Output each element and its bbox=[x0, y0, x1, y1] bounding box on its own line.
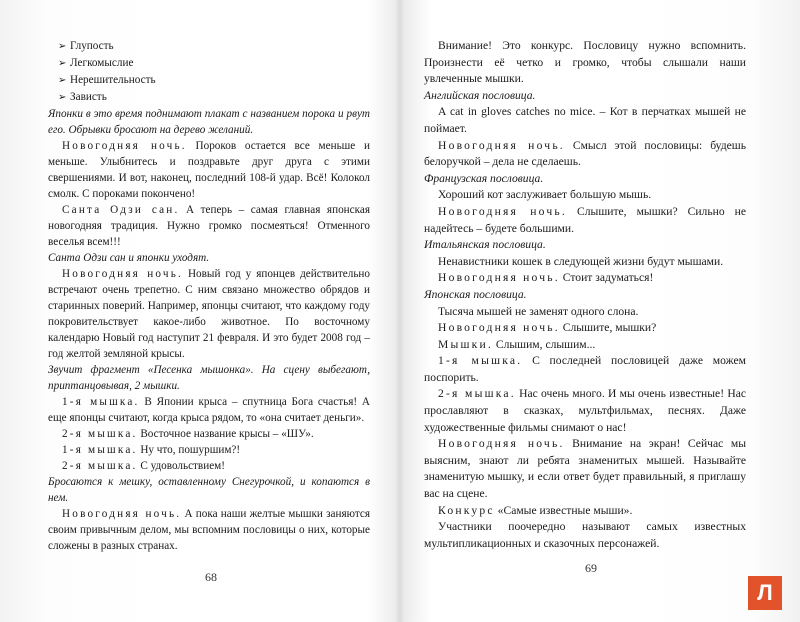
speaker-name: Конкурс bbox=[438, 503, 495, 517]
paragraph bbox=[424, 270, 746, 287]
stage-direction bbox=[424, 171, 746, 188]
speaker-name: Мышки. bbox=[438, 337, 493, 351]
paragraph bbox=[424, 104, 746, 137]
page-number-right: 69 bbox=[585, 561, 597, 575]
paragraph bbox=[424, 353, 746, 386]
paragraph-text: Хороший кот заслуживает большую мышь. bbox=[438, 188, 652, 202]
speaker-name: Новогодняя ночь. bbox=[438, 271, 560, 285]
publisher-logo-letter: Л bbox=[757, 580, 773, 605]
speaker-name: 2-я мышка. bbox=[438, 387, 516, 401]
vice-bullet-item: ➢ Нерешительность bbox=[48, 72, 370, 89]
paragraph-text: «Самые известные мыши». bbox=[494, 503, 633, 517]
paragraph-text: Новый год у японцев действительно встречают очень трепетно. С ним связано множество обрядов и старинных поверий. Например, японцы считают, что каждому году покровительствует какое-либо животное. По восточному календарю Новый год наступит 21 февраля. И это будет 2008 год – год желтой земляной крысы. bbox=[48, 268, 370, 360]
paragraph bbox=[48, 442, 370, 458]
paragraph-text: Пороков остается все меньше и меньше. Улыбнитесь и поздравьте друг друга с этими свершениями. И вот, наконец, последний 108-й удар. Всё! Колокол смолк. С пороками покончено! bbox=[48, 140, 370, 200]
paragraph-text: Слышите, мышки? Сильно не надейтесь – будете большими. bbox=[424, 204, 746, 235]
paragraph-text: Внимание на экран! Сейчас мы выясним, знают ли ребята знаменитых мышей. Называйте знаменитую мышку, и если ответ будет правильный, я приглашу вас на сцене. bbox=[424, 437, 746, 501]
paragraph bbox=[424, 337, 746, 354]
stage-direction bbox=[48, 250, 370, 266]
paragraph bbox=[424, 304, 746, 321]
speaker-name: Новогодняя ночь. bbox=[438, 437, 565, 451]
right-page bbox=[424, 38, 746, 552]
paragraph-text: A cat in gloves catches no mice. – Кот в перчатках мышей не поймает. bbox=[424, 105, 746, 135]
book-gutter bbox=[395, 0, 405, 622]
paragraph-text: С удовольствием! bbox=[137, 460, 225, 472]
paragraph bbox=[48, 426, 370, 442]
paragraph bbox=[424, 38, 746, 88]
paragraph-text: Слышите, мышки? bbox=[559, 321, 657, 335]
paragraph bbox=[424, 503, 746, 520]
speaker-name: 2-я мышка. bbox=[62, 460, 138, 472]
left-page bbox=[48, 38, 370, 554]
speaker-name: 1-я мышка. bbox=[62, 444, 138, 456]
publisher-logo bbox=[748, 576, 782, 610]
paragraph bbox=[48, 138, 370, 202]
vice-bullet-item: ➢ Глупость bbox=[48, 38, 370, 55]
paragraph-text: Участники поочередно называют самых известных мультипликационных и сказочных персонажей. bbox=[424, 520, 746, 550]
paragraph-text: Ну что, пошуршим?! bbox=[137, 444, 241, 456]
paragraph bbox=[424, 386, 746, 436]
paragraph bbox=[424, 519, 746, 552]
vice-bullet-item: ➢ Легкомыслие bbox=[48, 55, 370, 72]
paragraph-text: Японская пословица. bbox=[424, 287, 527, 301]
paragraph bbox=[424, 436, 746, 502]
paragraph-text: Нас очень много. И мы очень известные! Нас прославляют в сказках, мультфильмах, песнях. Даже художественные фильмы снимают о нас! bbox=[424, 387, 746, 434]
vice-bullet-item: ➢ Зависть bbox=[48, 89, 370, 106]
stage-direction bbox=[424, 237, 746, 254]
speaker-name: 1-я мышка. bbox=[438, 354, 523, 368]
paragraph-text: А теперь – самая главная японская новогодняя традиция. Нужно громко посмеяться! Отменного веселья всем!!! bbox=[48, 204, 370, 248]
stage-direction bbox=[48, 474, 370, 506]
paragraph-text: Звучит фрагмент «Песенка мышонка». На сцену выбегают, приптанцовывая, 2 мышки. bbox=[48, 364, 370, 392]
paragraph bbox=[48, 506, 370, 554]
stage-direction bbox=[424, 287, 746, 304]
paragraph-text: Французская пословица. bbox=[424, 171, 544, 185]
paragraph-text: Смысл этой пословицы: будешь белоручкой – дела не сделаешь. bbox=[424, 138, 746, 169]
paragraph bbox=[424, 320, 746, 337]
speaker-name: Новогодняя ночь. bbox=[438, 321, 560, 335]
vices-list bbox=[48, 38, 370, 106]
paragraph bbox=[48, 394, 370, 426]
paragraph bbox=[48, 458, 370, 474]
paragraph-text: А пока наши желтые мышки заняются своим привычным делом, мы вспомним пословицы о них, которые сложены в разных странах. bbox=[48, 508, 370, 552]
right-page-text bbox=[424, 38, 746, 552]
stage-direction bbox=[424, 88, 746, 105]
paragraph-text: С последней пословицей даже можем поспорить. bbox=[424, 354, 746, 384]
paragraph-text: Бросаются к мешку, оставленному Снегурочкой, и копаются в нем. bbox=[48, 476, 370, 504]
paragraph-text: Слышим, слышим... bbox=[492, 337, 596, 351]
paragraph-text: Санта Одзи сан и японки уходят. bbox=[48, 252, 210, 264]
paragraph-text: Стоит задуматься! bbox=[559, 271, 654, 285]
speaker-name: Новогодняя ночь. bbox=[62, 508, 182, 520]
paragraph bbox=[424, 204, 746, 237]
speaker-name: 1-я мышка. bbox=[62, 396, 140, 408]
page-number-left: 68 bbox=[205, 570, 217, 584]
paragraph bbox=[424, 187, 746, 204]
paragraph-text: Японки в это время поднимают плакат с названием порока и рвут его. Обрывки бросают на дерево желаний. bbox=[48, 108, 370, 136]
speaker-name: Новогодняя ночь. bbox=[62, 268, 184, 280]
speaker-name: 2-я мышка. bbox=[62, 428, 138, 440]
paragraph-text: Тысяча мышей не заменят одного слона. bbox=[438, 304, 639, 318]
paragraph-text: Итальянская пословица. bbox=[424, 238, 546, 252]
paragraph-text: Внимание! Это конкурс. Пословицу нужно вспомнить. Произнести её четко и громко, чтобы слышали наши увлеченные мышки. bbox=[424, 39, 746, 86]
paragraph-text: Ненавистники кошек в следующей жизни будут мышами. bbox=[438, 254, 724, 268]
stage-direction bbox=[48, 362, 370, 394]
left-page-text bbox=[48, 106, 370, 554]
paragraph bbox=[48, 266, 370, 362]
paragraph-text: Английская пословица. bbox=[424, 88, 536, 102]
speaker-name: Новогодняя ночь. bbox=[438, 138, 565, 152]
paragraph-text: В Японии крыса – спутница Бога счастья! А еще японцы считают, когда крыса рядом, то «она считает деньги». bbox=[48, 396, 370, 424]
paragraph bbox=[424, 254, 746, 271]
paragraph-text: Восточное название крысы – «ШУ». bbox=[137, 428, 314, 440]
paragraph bbox=[48, 202, 370, 250]
speaker-name: Новогодняя ночь. bbox=[438, 204, 567, 218]
speaker-name: Новогодняя ночь. bbox=[62, 140, 187, 152]
paragraph bbox=[424, 138, 746, 171]
stage-direction bbox=[48, 106, 370, 138]
speaker-name: Санта Одзи сан. bbox=[62, 204, 180, 216]
